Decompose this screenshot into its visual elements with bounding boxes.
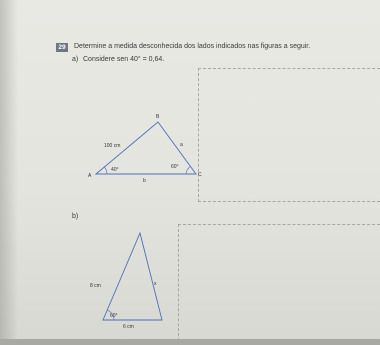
part-a-label: a) [72, 56, 79, 63]
question-number: 29 [56, 43, 68, 52]
angle-bottom-left-label: 60° [110, 313, 118, 319]
page-bottom-edge [0, 339, 380, 345]
side-bottom-label: 6 cm [123, 324, 134, 330]
side-ac-label: b [143, 178, 146, 184]
vertex-b-label: B [156, 114, 160, 120]
triangle-b [103, 233, 162, 320]
angle-c-arc [186, 167, 191, 175]
angle-a-label: 40° [111, 167, 119, 173]
figure-a-triangle [88, 114, 202, 184]
vertex-c-label: C [198, 172, 202, 178]
part-b-label: b) [72, 213, 79, 220]
side-bc-label: a [180, 142, 183, 148]
figure-b-triangle [90, 233, 162, 330]
side-ab-label: 100 cm [104, 143, 121, 149]
part-a-text: Considere sen 40° = 0,64. [83, 56, 165, 63]
angle-c-label: 60° [171, 164, 179, 170]
vertex-a-label: A [88, 173, 92, 179]
side-right-label: x [154, 281, 157, 287]
angle-a-arc [104, 167, 107, 174]
side-left-label: 8 cm [90, 283, 101, 289]
question-statement: Determine a medida desconhecida dos lados indicados nas figuras a seguir. [74, 43, 311, 50]
